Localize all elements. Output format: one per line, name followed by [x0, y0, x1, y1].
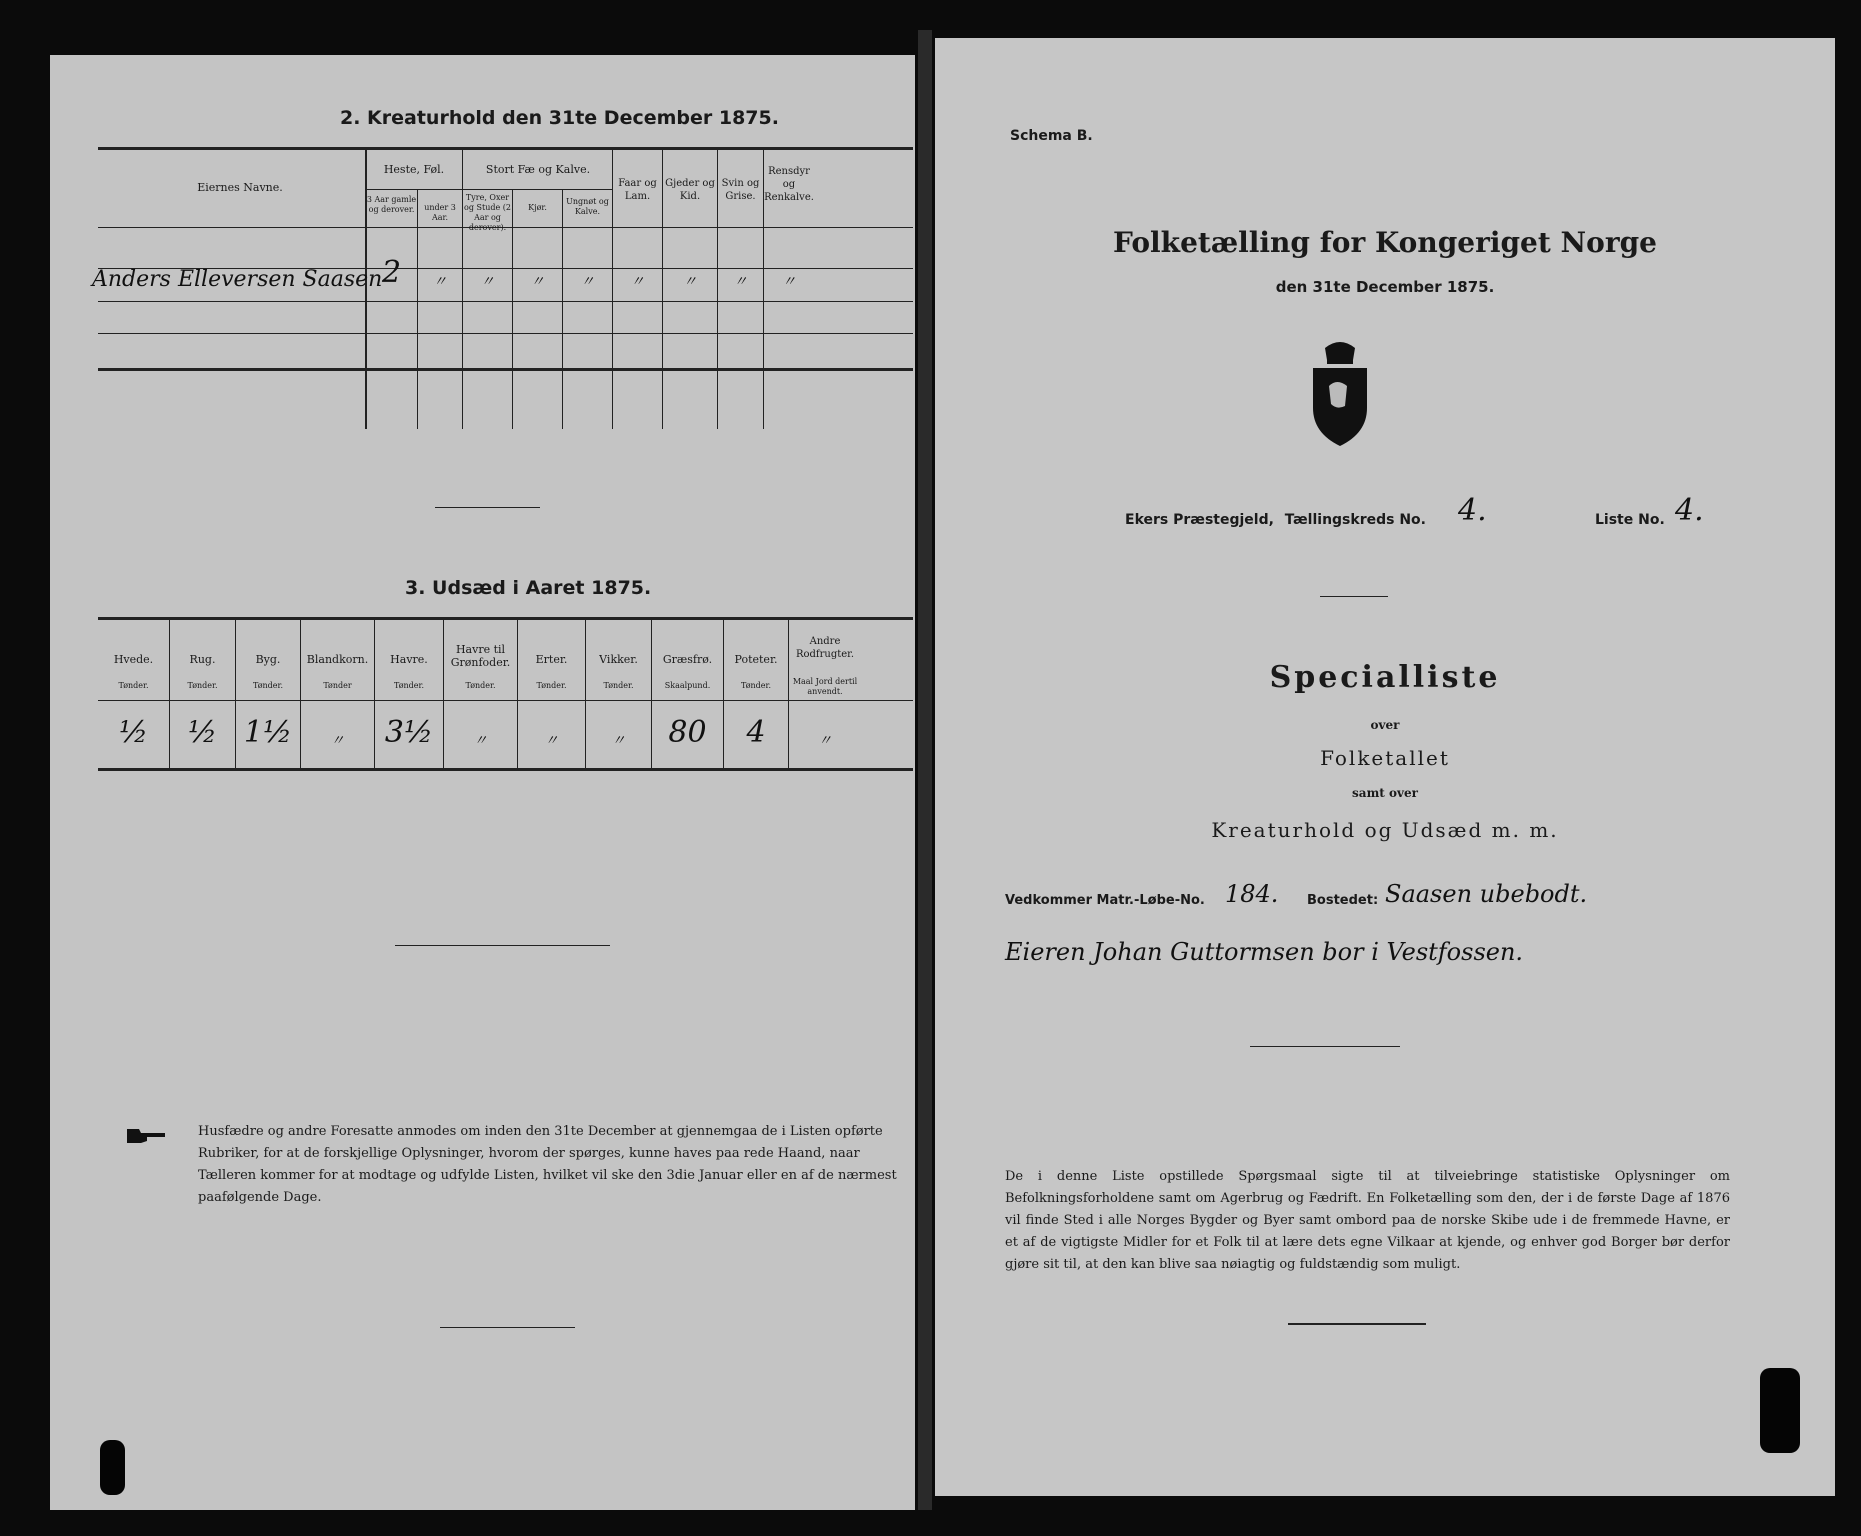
list-number: 4. [1675, 493, 1704, 528]
left-page [50, 55, 915, 1510]
notice-text: Husfædre og andre Foresatte anmodes om inden den 31te December at gjennemgaa de i Listen opførte Rubriker, for at de forskjellige Oplysninger, hvorom der spørges, kunne haves paa rede Haand, naar Tælleren kommer for at modtage og udfylde Listen, hvilket vil ske den 3die Januar eller en af de nærmest paafølgende Dage. [198, 1124, 897, 1205]
table-bottom-rule [98, 368, 913, 371]
livestock-value: 〃 [782, 274, 796, 290]
livestock-value: 2 [381, 255, 402, 290]
crop-header: Havre. [390, 653, 428, 666]
crop-header: Byg. [255, 653, 281, 666]
livestock-value: 〃 [480, 274, 495, 290]
owner-note: Eieren Johan Guttormsen bor i Vestfossen. [1005, 938, 1524, 966]
crop-header: Poteter. [734, 653, 778, 666]
bosted-label: Bostedet: [1307, 893, 1379, 908]
crop-unit: Tønder. [740, 681, 772, 690]
scan-mark [1760, 1368, 1800, 1453]
subheader-rule [365, 189, 613, 190]
crop-header: Hvede. [113, 653, 154, 666]
sub-header: Ungnøt og Kalve. [566, 197, 609, 216]
crop-value: 〃 [473, 733, 488, 749]
schema-label: Schema B. [1010, 128, 1093, 144]
bosted-value: Saasen ubebodt. [1385, 880, 1588, 908]
samt-over-label: samt over [1352, 786, 1418, 800]
sub-header: under 3 Aar. [424, 203, 456, 222]
coat-of-arms-emblem [1307, 338, 1373, 448]
crop-unit: Tønder. [187, 681, 218, 690]
crop-value: 3½ [384, 715, 434, 750]
crop-unit: Tønder. [118, 681, 149, 690]
separator [1250, 1046, 1400, 1047]
crop-table-top-rule [98, 617, 913, 620]
sheep-header: Faar og Lam. [618, 178, 657, 202]
crop-value: 1½ [243, 715, 293, 750]
crop-unit: Tønder [323, 681, 352, 690]
separator [1288, 1323, 1426, 1325]
row-rule [98, 301, 913, 302]
livestock-value: 〃 [433, 274, 447, 290]
crop-unit: Tønder. [252, 681, 284, 690]
over-label: over [1370, 718, 1400, 732]
livestock-value: 〃 [530, 274, 545, 290]
livestock-value: 〃 [630, 274, 645, 290]
list-label: Liste No. [1595, 512, 1665, 528]
crop-unit: Tønder. [603, 681, 634, 690]
matr-label: Vedkommer Matr.-Løbe-No. [1005, 893, 1205, 908]
section3-title: 3. Udsæd i Aaret 1875. [405, 577, 652, 599]
separator [435, 507, 540, 508]
right-page [935, 38, 1835, 1496]
pointing-hand-icon [125, 1125, 167, 1147]
crop-header: Erter. [535, 653, 568, 666]
specialliste-heading: Specialliste [1269, 660, 1501, 695]
reindeer-header: Rensdyr og Renkalve. [764, 166, 814, 203]
matr-number: 184. [1225, 880, 1279, 908]
col-divider [417, 189, 418, 429]
crop-value: 〃 [544, 733, 559, 749]
separator [440, 1327, 575, 1328]
crop-unit: Tønder. [393, 681, 425, 690]
crop-header: Blandkorn. [306, 653, 369, 666]
crop-value: 〃 [818, 733, 832, 749]
goat-header: Gjeder og Kid. [665, 178, 715, 202]
crop-value: 〃 [330, 733, 345, 749]
livestock-value: 〃 [683, 274, 697, 290]
livestock-value: 〃 [580, 274, 595, 290]
district-label: Tællingskreds No. [1284, 512, 1426, 528]
census-date: den 31te December 1875. [1275, 278, 1495, 296]
crop-value: ½ [118, 715, 149, 750]
book-gutter [918, 30, 932, 1510]
crop-value: 80 [668, 715, 707, 750]
folketallet-label: Folketallet [1320, 746, 1450, 770]
cattle-header: Stort Fæ og Kalve. [485, 163, 591, 176]
district-number: 4. [1458, 493, 1487, 528]
parish-label: Ekers Præstegjeld, [1125, 512, 1274, 528]
crop-value: 4 [746, 715, 766, 750]
separator [395, 945, 610, 946]
crop-header-rule [98, 700, 913, 701]
livestock-value: 〃 [733, 274, 748, 290]
sub-header: Kjør. [528, 203, 547, 212]
row-rule [98, 333, 913, 334]
owners-header: Eiernes Navne. [197, 181, 283, 194]
owner-name: Anders Elleversen Saasen [92, 267, 383, 292]
census-title: Folketælling for Kongeriget Norge [1113, 226, 1657, 259]
crop-header: Græsfrø. [662, 653, 713, 666]
crop-unit: Skaalpund. [664, 681, 711, 690]
kreaturhold-label: Kreaturhold og Udsæd m. m. [1211, 818, 1559, 842]
table-top-rule [98, 147, 913, 150]
separator [1320, 596, 1388, 597]
horse-header: Heste, Føl. [383, 163, 445, 176]
col-divider [512, 189, 513, 429]
sub-header: 3 Aar gamle og derover. [366, 195, 417, 214]
crop-unit: Tønder. [465, 681, 496, 690]
pig-header: Svin og Grise. [721, 178, 760, 202]
parish-line [1125, 512, 1426, 528]
crop-unit: Tønder. [536, 681, 567, 690]
footer-text: De i denne Liste opstillede Spørgsmaal sigte til at tilveiebringe statistiske Oplysninger om Befolkningsforholdene samt om Agerbrug og Fædrift. En Folketælling som den, der i de første Dage af 1876 vil finde Sted i alle Norges Bygder og Byer samt ombord paa de norske Skibe ude i de fremmede Havne, er et af de vigtigste Midler for et Folk til at lære dets egne Vilkaar at kjende, og enhver god Borger bør derfor gjøre sit til, at den kan blive saa nøiagtig og fuldstændig som muligt. [1005, 1169, 1730, 1272]
sub-header: Tyre, Oxer og Stude (2 Aar og derover). [464, 193, 511, 232]
crop-header: Rug. [189, 653, 216, 666]
crop-value: ½ [187, 715, 218, 750]
crop-unit: Maal Jord dertil anvendt. [792, 677, 858, 696]
col-divider [562, 189, 563, 429]
scan-mark [100, 1440, 125, 1495]
crop-header: Havre til Grønfoder. [450, 643, 511, 669]
section2-title: 2. Kreaturhold den 31te December 1875. [340, 107, 779, 129]
crop-header: Vikker. [599, 653, 638, 666]
crop-header: Andre Rodfrugter. [795, 636, 855, 660]
crop-table-bottom-rule [98, 768, 913, 771]
crop-value: 〃 [611, 733, 626, 749]
